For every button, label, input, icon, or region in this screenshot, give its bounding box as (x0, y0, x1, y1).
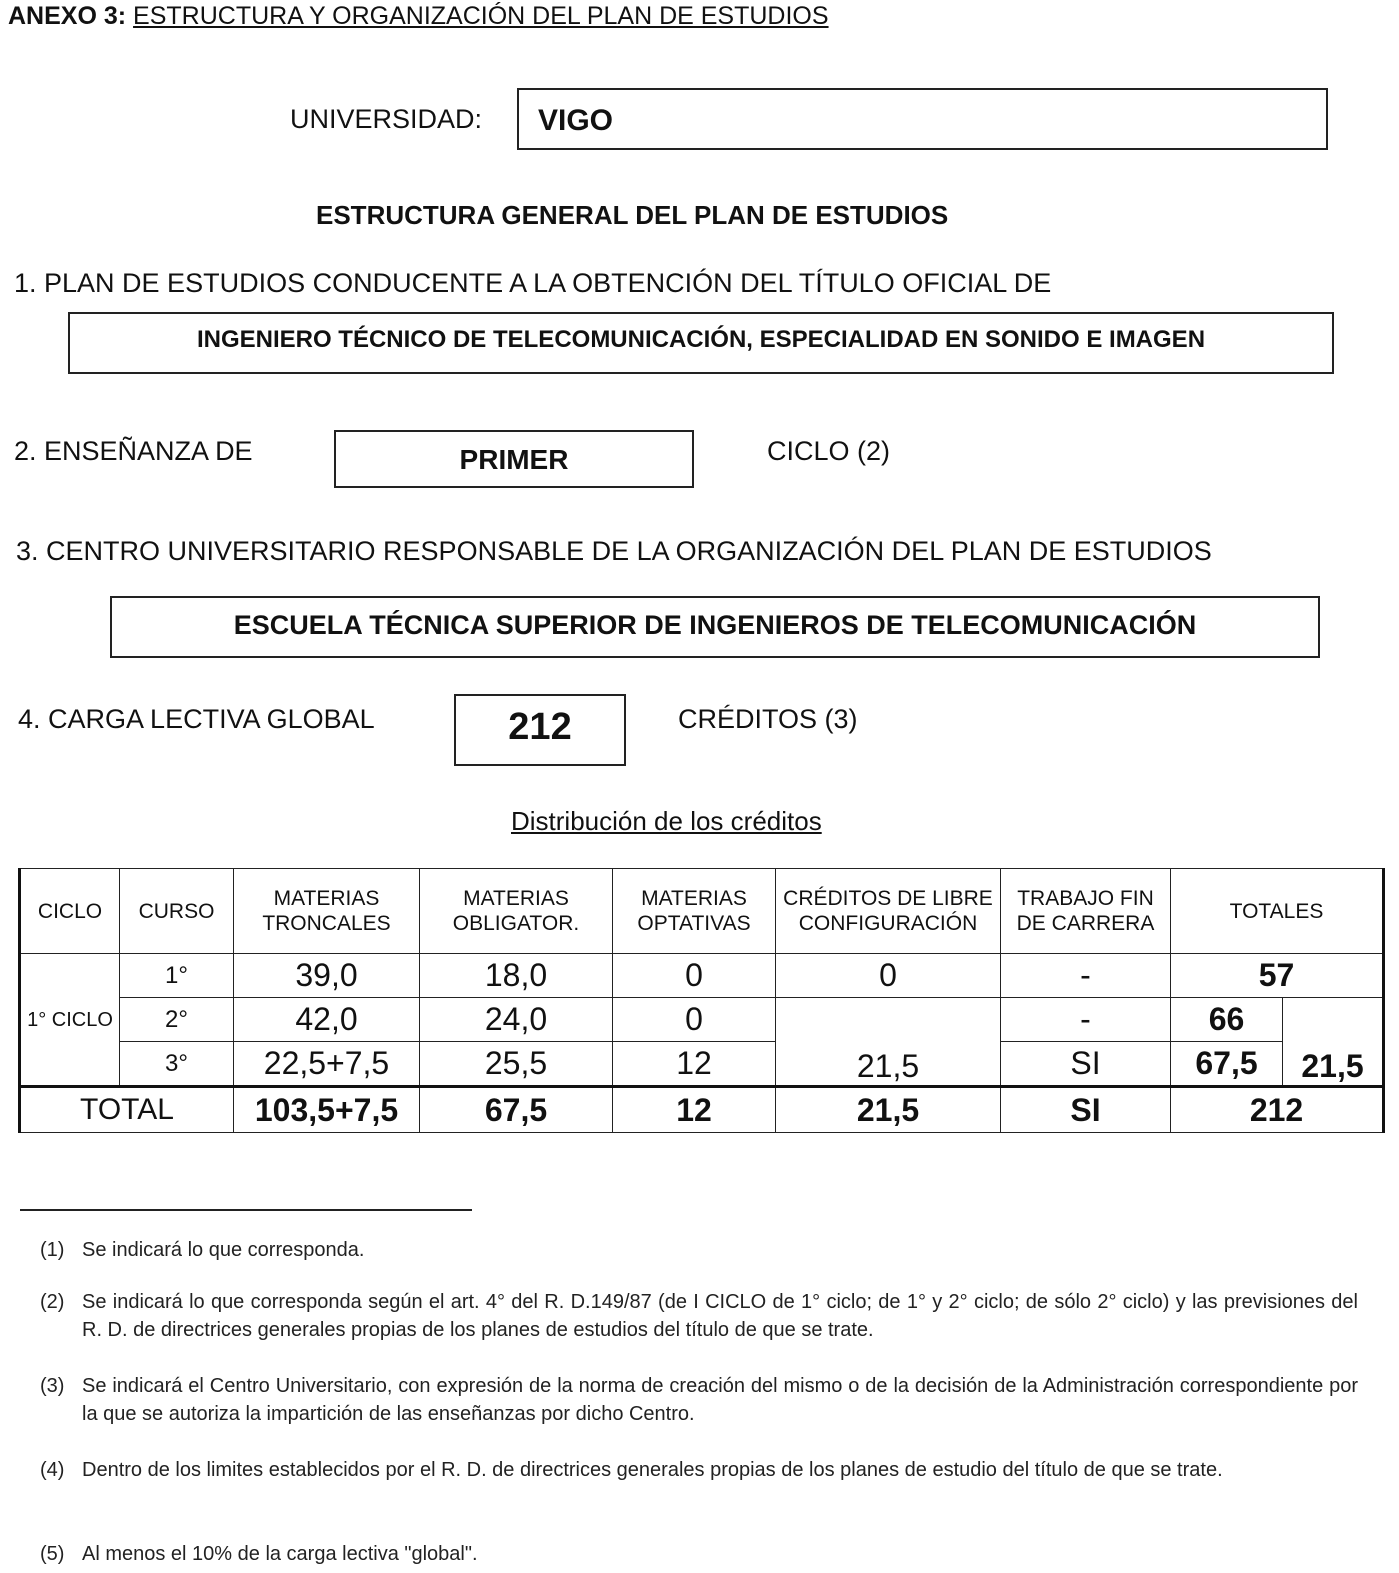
optativas-cell: 12 (613, 1042, 776, 1087)
footnote-number: (1) (40, 1239, 65, 1261)
troncales-cell: 42,0 (234, 998, 420, 1042)
table-total-row (20, 1087, 1384, 1133)
total-optativas-cell: 12 (613, 1087, 776, 1133)
libre-cell: 0 (776, 954, 1001, 998)
troncales-cell: 39,0 (234, 954, 420, 998)
header-trabajo: TRABAJO FIN DE CARRERA (1001, 869, 1171, 954)
section-4-label: 4. CARGA LECTIVA GLOBAL (18, 704, 375, 734)
annex-title: ESTRUCTURA Y ORGANIZACIÓN DEL PLAN DE ESTUDIOS (133, 2, 829, 30)
cycle-suffix: CICLO (2) (767, 436, 891, 466)
cycle-value: PRIMER (459, 444, 569, 475)
footnote-4 (40, 1456, 1360, 1484)
subtotal-libre-cell: 21,5 (1283, 998, 1384, 1087)
obligatorias-cell: 24,0 (420, 998, 613, 1042)
footnote-text: Se indicará el Centro Universitario, con expresión de la norma de creación del mismo o de la decisión de la Administración correspondiente por la que se autoriza la impartición de las enseñanzas por dicho Centro. (82, 1375, 1358, 1425)
footnote-divider (20, 1209, 472, 1211)
curso-cell: 3° (120, 1042, 234, 1087)
trabajo-cell: - (1001, 998, 1171, 1042)
footnote-text: Al menos el 10% de la carga lectiva "global". (82, 1543, 478, 1565)
curso-cell: 2° (120, 998, 234, 1042)
total-cell: 57 (1171, 954, 1384, 998)
distribution-title: Distribución de los créditos (511, 806, 822, 836)
ciclo-cell: 1° CICLO (20, 954, 120, 1087)
header-curso: CURSO (120, 869, 234, 954)
section-2-label: 2. ENSEÑANZA DE (14, 436, 253, 466)
general-structure-title: ESTRUCTURA GENERAL DEL PLAN DE ESTUDIOS (316, 200, 949, 230)
header-libre: CRÉDITOS DE LIBRE CONFIGURACIÓN (776, 869, 1001, 954)
total-troncales-cell: 103,5+7,5 (234, 1087, 420, 1133)
center-value: ESCUELA TÉCNICA SUPERIOR DE INGENIEROS DE TELECOMUNICACIÓN (233, 610, 1197, 640)
annex-label: ANEXO 3: (8, 2, 127, 30)
global-load-value: 212 (508, 706, 572, 748)
footnote-text: Se indicará lo que corresponda según el art. 4° del R. D.149/87 (de I CICLO de 1° ciclo; de 1° y 2° ciclo; de sólo 2° ciclo) y las previsiones del R. D. de directrices generales propias de los planes de estudios del título de que se trate. (82, 1291, 1358, 1341)
total-cell: 67,5 (1171, 1042, 1283, 1087)
universidad-box (517, 88, 1328, 150)
trabajo-cell: - (1001, 954, 1171, 998)
header-ciclo: CICLO (20, 869, 120, 954)
degree-title-value: INGENIERO TÉCNICO DE TELECOMUNICACIÓN, ESPECIALIDAD EN SONIDO E IMAGEN (196, 326, 1206, 353)
universidad-value: VIGO (538, 104, 614, 137)
table-header-row (20, 869, 1384, 954)
page-header (8, 2, 829, 31)
header-obligatorias: MATERIAS OBLIGATOR. (420, 869, 613, 954)
footnote-2 (40, 1288, 1360, 1344)
troncales-cell: 22,5+7,5 (234, 1042, 420, 1087)
total-cell: 66 (1171, 998, 1283, 1042)
table-row (20, 998, 1384, 1042)
libre-shared-cell: 21,5 (776, 998, 1001, 1087)
grand-total-cell: 212 (1171, 1087, 1384, 1133)
footnote-number: (3) (40, 1375, 65, 1397)
footnote-number: (5) (40, 1543, 65, 1565)
table-row (20, 954, 1384, 998)
footnote-number: (4) (40, 1459, 65, 1481)
universidad-label: UNIVERSIDAD: (290, 104, 483, 134)
obligatorias-cell: 18,0 (420, 954, 613, 998)
header-optativas: MATERIAS OPTATIVAS (613, 869, 776, 954)
credits-distribution-table (18, 868, 1385, 1133)
trabajo-cell: SI (1001, 1042, 1171, 1087)
header-troncales: MATERIAS TRONCALES (234, 869, 420, 954)
footnote-3 (40, 1372, 1360, 1428)
optativas-cell: 0 (613, 954, 776, 998)
header-totales: TOTALES (1171, 869, 1384, 954)
table-row (20, 1042, 1384, 1087)
obligatorias-cell: 25,5 (420, 1042, 613, 1087)
total-libre-cell: 21,5 (776, 1087, 1001, 1133)
optativas-cell: 0 (613, 998, 776, 1042)
footnote-number: (2) (40, 1291, 65, 1313)
footnote-5 (40, 1540, 1360, 1568)
section-1-label: 1. PLAN DE ESTUDIOS CONDUCENTE A LA OBTENCIÓN DEL TÍTULO OFICIAL DE (14, 268, 1052, 298)
total-obligatorias-cell: 67,5 (420, 1087, 613, 1133)
footnote-text: Dentro de los limites establecidos por el R. D. de directrices generales propias de los planes de estudio del título de que se trate. (82, 1459, 1223, 1481)
curso-cell: 1° (120, 954, 234, 998)
footnote-text: Se indicará lo que corresponda. (82, 1239, 365, 1261)
global-load-suffix: CRÉDITOS (3) (678, 704, 858, 734)
footnote-1 (40, 1236, 1360, 1264)
total-trabajo-cell: SI (1001, 1087, 1171, 1133)
section-3-label: 3. CENTRO UNIVERSITARIO RESPONSABLE DE LA ORGANIZACIÓN DEL PLAN DE ESTUDIOS (16, 536, 1212, 566)
total-label-cell: TOTAL (20, 1087, 234, 1133)
